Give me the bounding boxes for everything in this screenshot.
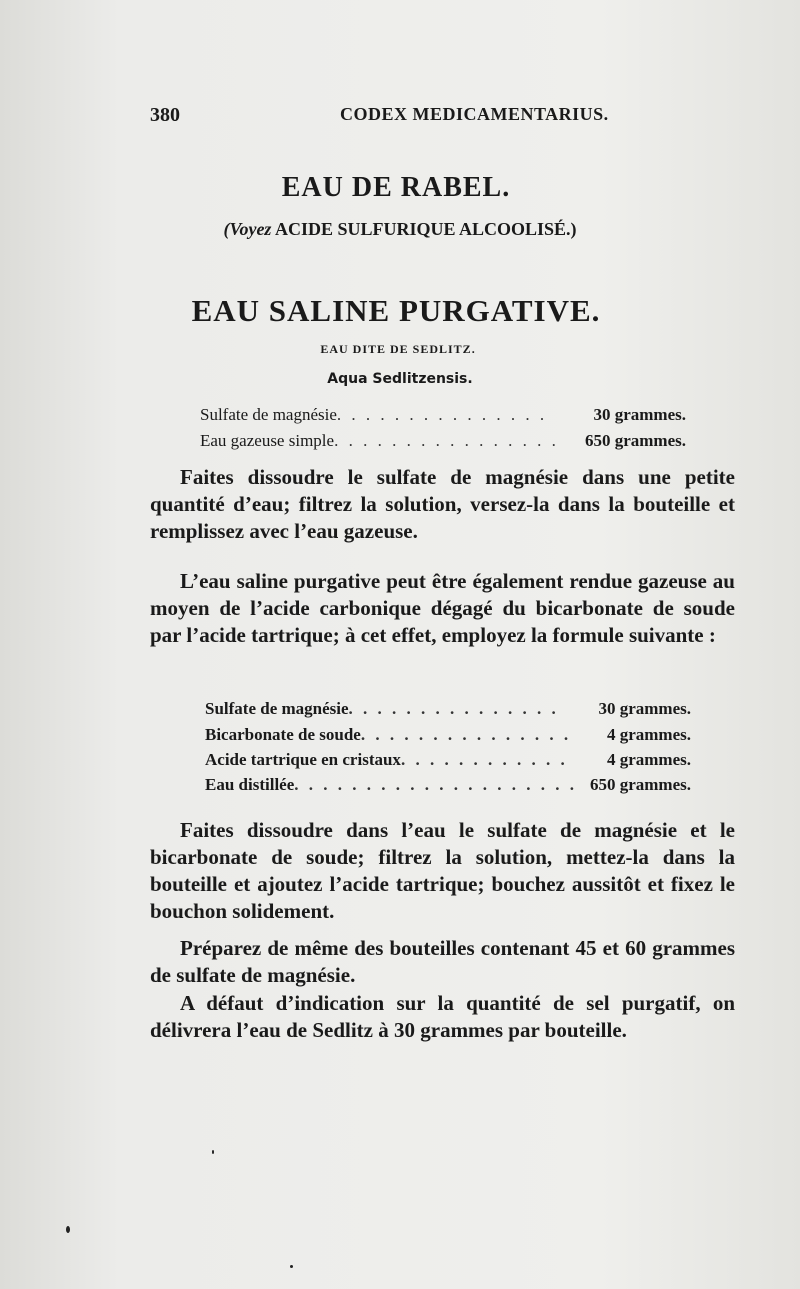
ingredient-name: Sulfate de magnésie [205, 699, 349, 718]
leader-dots: . . . . . . . . . . . . . . . [360, 725, 572, 744]
cross-reference [0, 219, 800, 240]
recipe-row [200, 405, 686, 431]
ingredient-name: Eau distillée [205, 775, 295, 794]
ingredient-name: Acide tartrique en cristaux [205, 750, 401, 769]
paragraph: A défaut d’indication sur la quantité de sel purgatif, on délivrera l’eau de Sedlitz à 30 grammes par bouteille. [150, 991, 735, 1042]
page-header [150, 104, 730, 130]
ink-speck [212, 1150, 214, 1154]
paragraph: Préparez de même des bouteilles contenant 45 et 60 grammes de sulfate de magnésie. [150, 936, 735, 987]
ingredient-name: Sulfate de magnésie [200, 405, 337, 424]
leader-dots: . . . . . . . . . . . . . . . . . . . . [294, 775, 578, 794]
recipe-row [205, 775, 691, 801]
ingredient-name: Eau gazeuse simple [200, 431, 335, 450]
leader-dots: . . . . . . . . . . . . . . . [336, 405, 548, 424]
ingredient-quantity: 30 grammes. [593, 405, 686, 424]
section-title-eau-saline-purgative: EAU SALINE PURGATIVE. [191, 293, 601, 328]
running-head: CODEX MEDICAMENTARIUS. [340, 104, 609, 124]
ink-speck [66, 1226, 70, 1233]
leader-dots: . . . . . . . . . . . . . . . [348, 699, 559, 718]
section-subtitle: EAU DITE DE SEDLITZ. [320, 342, 476, 356]
ingredient-quantity: 650 grammes. [584, 431, 686, 450]
paragraph: Faites dissoudre le sulfate de magnésie dans une petite quantité d’eau; filtrez la solution, versez-la dans la bouteille et remplissez avec l’eau gazeuse. [150, 465, 735, 543]
ink-speck [290, 1265, 293, 1268]
leader-dots: . . . . . . . . . . . . [400, 750, 568, 769]
recipe-row [205, 750, 691, 776]
ingredient-quantity: 4 grammes. [606, 725, 691, 744]
paragraph: L’eau saline purgative peut être également rendue gazeuse au moyen de l’acide carbonique dégagé du bicarbonate de soude par l’acide tartrique; à cet effet, employez la formule suivante : [150, 569, 735, 647]
ingredient-name: Bicarbonate de soude [205, 725, 361, 744]
ingredient-quantity: 650 grammes. [589, 775, 691, 794]
leader-dots: . . . . . . . . . . . . . . . . [334, 431, 559, 450]
recipe-row [205, 725, 691, 751]
page-number: 380 [150, 104, 180, 126]
latin-name: Aqua Sedlitzensis. [327, 371, 473, 387]
cross-reference-text: ACIDE SULFURIQUE ALCOOLISÉ.) [274, 219, 577, 239]
recipe-row [200, 431, 686, 457]
paragraph: Faites dissoudre dans l’eau le sulfate de magnésie et le bicarbonate de soude; filtrez la solution, mettez-la dans la bouteille et ajoutez l’acide tartrique; bouchez aussitôt et fixez le bouchon solidement. [150, 818, 735, 923]
ingredient-quantity: 4 grammes. [606, 750, 691, 769]
cross-reference-prefix: (Voyez [223, 219, 272, 239]
recipe-row [205, 699, 691, 725]
section-title-eau-de-rabel: EAU DE RABEL. [281, 172, 511, 203]
ingredient-quantity: 30 grammes. [598, 699, 691, 718]
